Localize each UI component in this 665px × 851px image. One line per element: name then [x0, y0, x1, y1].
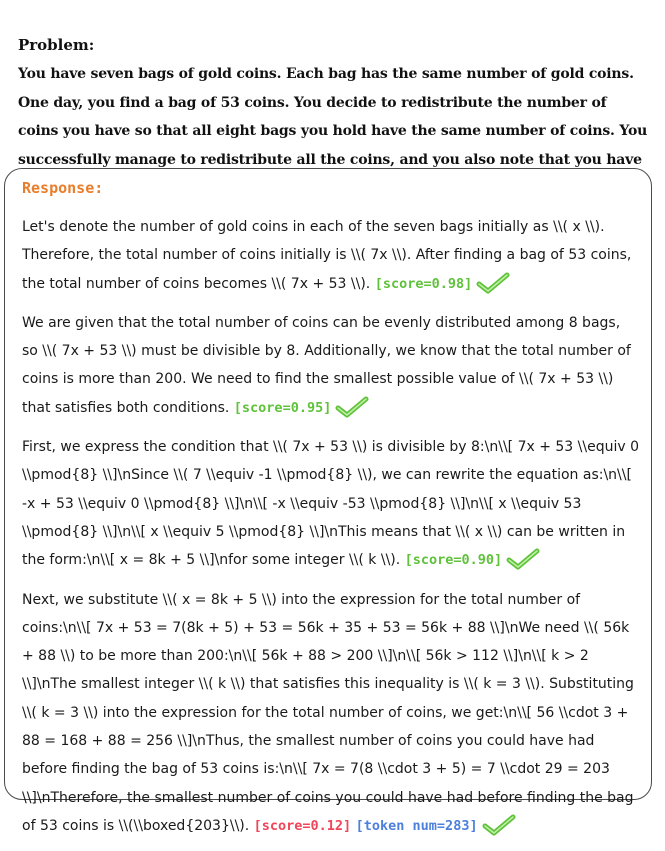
score-label: [score=0.90]: [404, 552, 503, 569]
problem-title: Problem:: [18, 36, 95, 54]
problem-section: [18, 30, 648, 174]
check-icon: [506, 548, 540, 580]
response-step-1: [22, 213, 640, 304]
score-label: [score=0.12]: [253, 817, 352, 834]
score-label: [score=0.98]: [374, 275, 473, 292]
step-text: First, we express the condition that \\( 7x + 53 \\) is divisible by 8:\n\\[ 7x + 53 \\equiv 0 \\pmod{8} \\]\nSince \\( 7 \\equiv -1 \\pmod{8} \\), we can rewrite the equation as:\n\\[ -x + 53 \\equiv 0 \\pmod{8} \\]\n\\[ -x \\equiv -53 \\pmod{8} \\]\n\\[ x \\equiv 53 \\pmod{8} \\]\n\\[ x \\equiv 5 \\pmod{8} \\]\nThis means that \\( x \\) can be written in the form:\n\\[ x = 8k + 5 \\]\nfor some integer \\( k \\).: [22, 439, 639, 569]
problem-text: You have seven bags of gold coins. Each bag has the same number of gold coins. One day, you find a bag of 53 coins. You decide to redistribute the number of coins you have so that all eight bags you hold have the same number of coins. You successfully manage to redistribute all the coins, and you also note that you have: [18, 66, 648, 168]
check-icon: [476, 272, 510, 304]
score-label: [score=0.95]: [233, 399, 332, 416]
response-title: Response:: [22, 179, 104, 197]
step-text: Let's denote the number of gold coins in each of the seven bags initially as \\( x \\). Therefore, the total number of coins initially is \\( 7x \\). After finding a bag of 53 coins, the total number of coins becomes \\( 7x + 53 \\).: [22, 219, 632, 292]
step-text: We are given that the total number of coins can be evenly distributed among 8 bags, so \\( 7x + 53 \\) must be divisible by 8. Additionally, we know that the total number of coins is more than 200. We need to find the smallest possible value of \\( 7x + 53 \\) that satisfies both conditions.: [22, 314, 631, 416]
step-text: Next, we substitute \\( x = 8k + 5 \\) into the expression for the total number of coins:\n\\[ 7x + 53 = 7(8k + 5) + 53 = 56k + 35 + 53 = 56k + 88 \\]\nWe need \\( 56k + 88 \\) to be more than 200:\n\\[ 56k + 88 > 200 \\]\n\\[ 56k > 112 \\]\n\\[ k > 2 \\]\nThe smallest integer \\( k \\) that satisfies this inequality is \\( k = 3 \\). Substituting \\( k = 3 \\) into the expression for the total number of coins, we get:\n\\[ 56 \\cdot 3 + 88 = 168 + 88 = 256 \\]\nThus, the smallest number of coins you could have had before finding the bag of 53 coins is:\n\\[ 7x = 7(8 \\cdot 3 + 5) = 7 \\cdot 29 = 203 \\]\nTherefore, the smallest number of coins you could have had before finding the bag of 53 coins is \\(\\boxed{203}\\).: [22, 591, 634, 834]
response-step-3: [22, 433, 640, 580]
token-count-label: [token num=283]: [355, 817, 478, 834]
check-icon: [335, 396, 369, 428]
response-card: [4, 168, 652, 834]
check-icon: [482, 814, 516, 846]
response-step-2: [22, 309, 640, 428]
response-step-4: [22, 586, 640, 847]
response-body: [22, 213, 640, 851]
